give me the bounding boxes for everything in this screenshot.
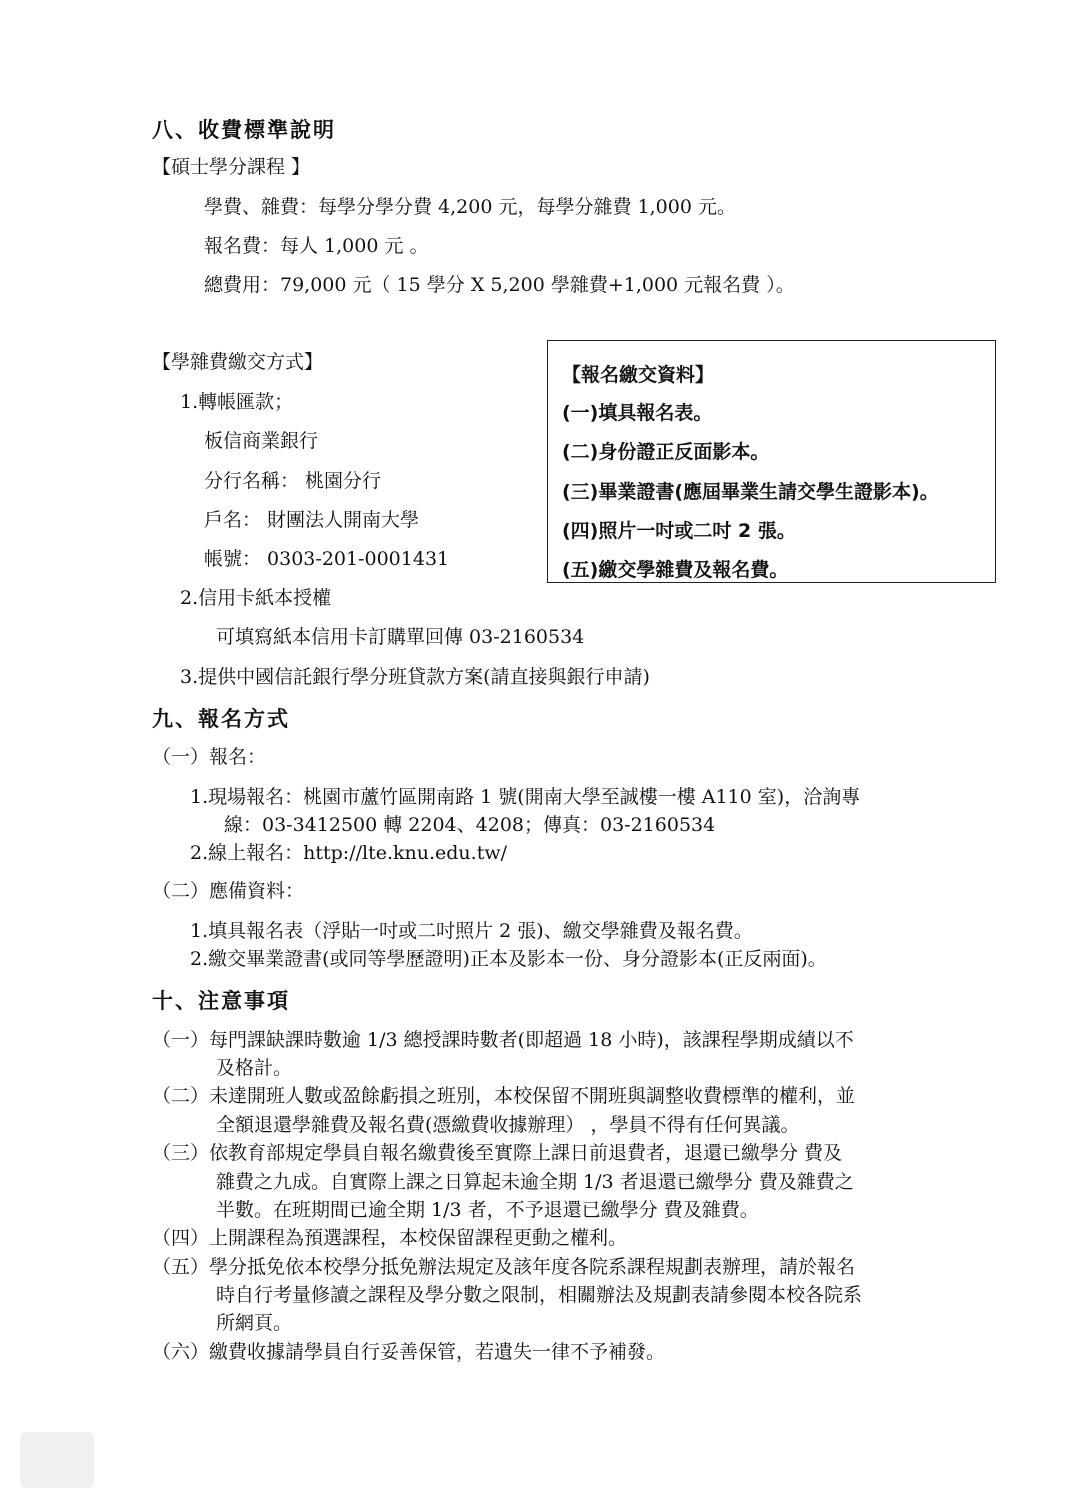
notice-1: （一）每門課缺課時數逾 1/3 總授課時數者(即超過 18 小時)，該課程學期成績以不 (152, 1029, 854, 1051)
notice-5-cont: 時自行考量修讀之課程及學分數之限制，相關辦法及規劃表請參閱本校各院系 (216, 1284, 863, 1306)
notice-3-cont: 半數。在班期間已逾全期 1/3 者，不予退還已繳學分 費及雜費。 (216, 1199, 759, 1221)
registration-subheading: （一）報名： (152, 746, 267, 768)
box-item: (四)照片一吋或二吋 2 張。 (562, 520, 796, 542)
onsite-registration-contact: 線：03-3412500 轉 2204、4208；傳真：03-2160534 (224, 814, 716, 836)
section-9-heading: 九、報名方式 (152, 706, 290, 731)
account-name: 戶名： 財團法人開南大學 (204, 509, 420, 531)
branch-name: 分行名稱： 桃園分行 (204, 470, 382, 492)
required-document-1: 1.填具報名表（浮貼一吋或二吋照片 2 張)、繳交學雜費及報名費。 (190, 920, 753, 942)
notice-4: （四）上開課程為預選課程，本校保留課程更動之權利。 (152, 1227, 628, 1249)
notice-5-cont: 所網頁。 (216, 1312, 293, 1334)
payment-option-1: 1.轉帳匯款； (180, 391, 294, 413)
onsite-registration-line: 1.現場報名：桃園市蘆竹區開南路 1 號(開南大學至誠樓一樓 A110 室)，洽詢專 (190, 786, 861, 808)
required-document-2: 2.繳交畢業證書(或同等學歷證明)正本及影本一份、身分證影本(正反兩面)。 (190, 948, 827, 970)
tuition-fee-line: 學費、雜費：每學分學分費 4,200 元，每學分雜費 1,000 元。 (204, 196, 736, 218)
account-number: 帳號： 0303-201-0001431 (204, 548, 450, 570)
credit-card-fax-line: 可填寫紙本信用卡訂購單回傳 03-2160534 (216, 626, 585, 648)
box-item: (二)身份證正反面影本。 (562, 441, 770, 463)
section-10-heading: 十、注意事項 (152, 988, 290, 1013)
payment-option-2: 2.信用卡紙本授權 (180, 587, 332, 609)
notice-3-cont: 雜費之九成。自實際上課之日算起未逾全期 1/3 者退還已繳學分 費及雜費之 (216, 1171, 854, 1193)
total-fee-line: 總費用：79,000 元（ 15 學分 X 5,200 學雜費+1,000 元報名費 ）。 (204, 274, 795, 296)
course-label: 【碩士學分課程 】 (152, 156, 311, 178)
online-registration-line: 2.線上報名：http://lte.knu.edu.tw/ (190, 842, 508, 864)
box-item: (一)填具報名表。 (562, 402, 713, 424)
notice-5: （五）學分抵免依本校學分抵免辦法規定及該年度各院系課程規劃表辦理，請於報名 (152, 1256, 856, 1278)
page-corner-tab (20, 1432, 94, 1488)
registration-fee-line: 報名費：每人 1,000 元 。 (204, 235, 429, 257)
bank-name: 板信商業銀行 (204, 430, 319, 452)
section-8-heading: 八、收費標準說明 (152, 117, 336, 142)
notice-1-cont: 及格計。 (216, 1057, 293, 1079)
notice-2: （二）未達開班人數或盈餘虧損之班別，本校保留不開班與調整收費標準的權利，並 (152, 1085, 856, 1107)
box-item: (五)繳交學雜費及報名費。 (562, 559, 789, 581)
notice-2-cont: 全額退還學雜費及報名費(憑繳費收據辦理） ，學員不得有任何異議。 (216, 1114, 800, 1136)
box-item: (三)畢業證書(應屆畢業生請交學生證影本)。 (562, 481, 939, 503)
registration-documents-box (547, 340, 996, 583)
notice-3: （三）依教育部規定學員自報名繳費後至實際上課日前退費者，退還已繳學分 費及 (152, 1142, 843, 1164)
box-title: 【報名繳交資料】 (562, 364, 715, 386)
payment-method-heading: 【學雜費繳交方式】 (152, 351, 324, 373)
required-documents-subheading: （二）應備資料： (152, 880, 305, 902)
notice-6: （六）繳費收據請學員自行妥善保管，若遺失一律不予補發。 (152, 1341, 666, 1363)
payment-option-3: 3.提供中國信託銀行學分班貸款方案(請直接與銀行申請) (180, 666, 650, 688)
